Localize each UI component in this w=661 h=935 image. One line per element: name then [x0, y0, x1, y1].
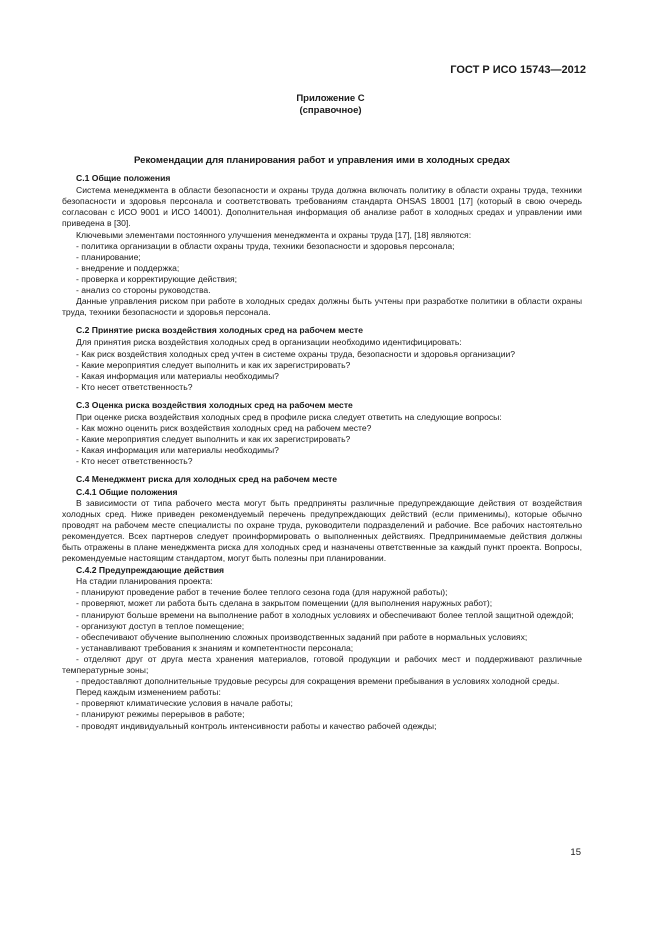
list-item: - планирование; — [76, 251, 141, 262]
section-heading: С.4 Менеджмент риска для холодных сред на рабочем месте — [76, 474, 338, 485]
section-heading: С.3 Оценка риска воздействия холодных сред на рабочем месте — [76, 399, 353, 410]
list-item: - обеспечивают обучение выполнению сложных производственных заданий при работе в нормальных условиях; — [76, 631, 528, 642]
section-heading: С.2 Принятие риска воздействия холодных сред на рабочем месте — [76, 325, 363, 336]
list-item: - планируют больше времени на выполнение работ в холодных условиях и обеспечивают более теплой защитной одеждой; — [76, 609, 574, 620]
subsection-heading: С.4.1 Общие положения — [76, 486, 178, 497]
list-item: - проверяют, может ли работа быть сделана в закрытом помещении (для выполнения наружных работ); — [76, 598, 493, 609]
paragraph: Данные управления риском при работе в холодных средах должны быть учтены при разработке политики в области охраны труда, техники безопасности и здоровья персонала. — [62, 296, 582, 318]
section-heading: С.1 Общие положения — [76, 173, 171, 184]
list-item: - планируют режимы перерывов в работе; — [76, 709, 245, 720]
paragraph: Ключевыми элементами постоянного улучшения менеджмента и охраны труда [17], [18] являются: — [76, 229, 472, 240]
standard-id: ГОСТ Р ИСО 15743—2012 — [450, 64, 586, 76]
annex-title: Приложение С — [296, 93, 365, 104]
list-item: - отделяют друг от друга места хранения материалов, готовой продукции и рабочих мест и поддерживают различные температурные зоны; — [62, 653, 582, 676]
list-item: - устанавливают требования к знаниям и компетентности персонала; — [76, 642, 354, 653]
list-item: - проверка и корректирующие действия; — [76, 273, 238, 284]
list-item: - политика организации в области охраны труда, техники безопасности и здоровья персонала; — [76, 240, 455, 251]
list-item: - Как риск воздействия холодных сред учтен в системе охраны труда, безопасности и здоровья организации? — [76, 348, 516, 359]
paragraph: Система менеджмента в области безопасности и охраны труда должна включать политику в области охраны труда, техники безопасности и здоровья персонала и соответствовать требованиям стандарта OHSAS 18001 [17] (который в свою очередь согласован с ИСО 9001 и ИСО 14001). Дополнительная информация об анализе работ в холодных средах и управлении ими приведена в [30]. — [62, 185, 582, 229]
list-item: - планируют проведение работ в течение более теплого сезона года (для наружной работы); — [76, 587, 448, 598]
list-item: - внедрение и поддержка; — [76, 262, 180, 273]
list-item: - Какие мероприятия следует выполнить и как их зарегистрировать? — [76, 359, 351, 370]
doc-title: Рекомендации для планирования работ и управления ими в холодных средах — [133, 155, 510, 166]
annex-type: (справочное) — [299, 105, 362, 116]
page-number: 15 — [570, 847, 581, 858]
document-body — [62, 155, 582, 732]
list-item: - организуют доступ в теплое помещение; — [76, 620, 245, 631]
list-item: - Как можно оценить риск воздействия холодных сред на рабочем месте? — [76, 423, 372, 434]
paragraph: При оценке риска воздействия холодных сред в профиле риска следует ответить на следующие вопросы: — [76, 411, 502, 422]
paragraph: На стадии планирования проекта: — [76, 576, 213, 587]
list-item: - Какая информация или материалы необходимы? — [76, 370, 279, 381]
paragraph: В зависимости от типа рабочего места могут быть предприняты различные предупреждающие действия от воздействия холодных сред. Ниже приведен рекомендуемый перечень предупреждающих действий (если применимы), которые обычно проводят на рабочем месте специалисты по охране труда, руководители подразделений и рабочие. Все рабочих настоятельно рекомендуется. Всех партнеров следует проинформировать о выполненных действиях. Предпринимаемые действия должны быть отражены в плане менеджмента риска для холодных сред и назначены ответственные за каждый пункт проекта. Вопросы, рекомендуемые настоящим стандартом, могут быть полезны при планировании. — [62, 497, 582, 564]
list-item: - проверяют климатические условия в начале работы; — [76, 698, 293, 709]
paragraph: Для принятия риска воздействия холодных сред в организации необходимо идентифицировать: — [76, 337, 462, 348]
paragraph: Перед каждым изменением работы: — [76, 687, 221, 698]
list-item: - предоставляют дополнительные трудовые ресурсы для сокращения времени пребывания в условиях холодной среды. — [76, 676, 560, 687]
list-item: - проводят индивидуальный контроль интенсивности работы и качество рабочей одежды; — [76, 720, 437, 731]
list-item: - Кто несет ответственность? — [76, 381, 193, 392]
annex-heading — [0, 93, 661, 117]
list-item: - Кто несет ответственность? — [76, 456, 193, 467]
subsection-heading: С.4.2 Предупреждающие действия — [76, 565, 225, 576]
list-item: - анализ со стороны руководства. — [76, 285, 211, 296]
list-item: - Какая информация или материалы необходимы? — [76, 445, 279, 456]
list-item: - Какие мероприятия следует выполнить и как их зарегистрировать? — [76, 434, 351, 445]
